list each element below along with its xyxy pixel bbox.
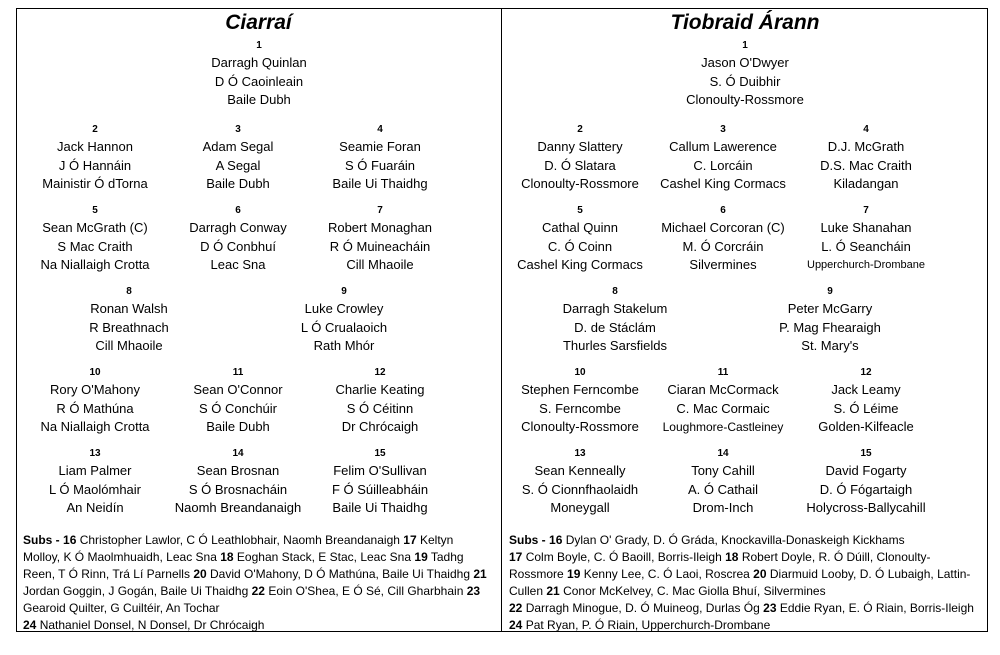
player-card — [648, 122, 798, 194]
team-column-right — [502, 8, 988, 632]
player-irish-name: S Ó Conchúir — [198, 400, 278, 416]
player-number: 14 — [232, 448, 244, 459]
substitutes-list: Subs - 16 Dylan O' Grady, D. Ó Gráda, Knockavilla-Donaskeigh Kickhams 17 Colm Boyle, C. Ó Baoill, Borris-Ileigh 18 Robert Doyle, R. Ó Dúill, Clonoulty-Rossmore 19 Kenny Lee, C. Ó Laoi, Roscrea 20 Diarmuid Looby, D. Ó Lubaigh, Lattin-Cullen 21 Conor McKelvey, C. Mac Giolla Bhuí, Silvermines 22 Darragh Minogue, D. Ó Muineog, Durlas Óg 23 Eddie Ryan, E. Ó Riain, Borris-Ileigh 24 Pat Ryan, P. Ó Riain, Upperchurch-Drombane — [509, 533, 974, 632]
sub-number: 18 — [725, 550, 739, 564]
player-card — [20, 446, 170, 518]
player-irish-name: L Ó Maolómhair — [49, 481, 141, 497]
player-card — [305, 203, 455, 275]
sub-entry: Eoghan Stack, E Stac, Leac Sna — [236, 550, 412, 564]
player-name: Ciaran McCormack — [667, 382, 779, 397]
sub-number: 19 — [567, 567, 581, 581]
player-irish-name: S. Ferncombe — [539, 400, 621, 416]
player-name: Darragh Stakelum — [562, 301, 668, 316]
sub-number: 18 — [220, 550, 234, 564]
player-card — [163, 122, 313, 194]
sub-number: 22 — [251, 584, 265, 598]
player-club: Golden-Kilfeacle — [818, 419, 914, 434]
sub-entry: Tadhg Reen, T Ó Rinn, Trá Lí Parnells — [23, 550, 464, 581]
sub-entry: Eddie Ryan, E. Ó Riain, Borris-Ileigh — [779, 601, 974, 615]
player-irish-name: M. Ó Corcráin — [682, 238, 764, 254]
player-number: 1 — [742, 40, 748, 51]
sub-number: 19 — [414, 550, 428, 564]
player-number: 12 — [374, 367, 386, 378]
player-club: Cill Mhaoile — [346, 257, 414, 272]
player-card — [505, 203, 655, 275]
player-number: 9 — [827, 286, 833, 297]
team-column-left — [16, 8, 501, 632]
player-number: 11 — [232, 367, 244, 378]
player-club: Cashel King Cormacs — [517, 257, 643, 272]
player-number: 4 — [863, 124, 869, 135]
player-number: 11 — [717, 367, 729, 378]
player-club: Cashel King Cormacs — [660, 176, 786, 191]
sub-number: 17 — [509, 550, 523, 564]
sub-entry: Pat Ryan, P. Ó Riain, Upperchurch-Drombane — [525, 618, 771, 632]
team-title: Ciarraí — [225, 11, 292, 34]
player-number: 3 — [235, 124, 241, 135]
sub-entry: Conor McKelvey, C. Mac Giolla Bhuí, Silvermines — [563, 584, 826, 598]
player-irish-name: S Ó Brosnacháin — [188, 481, 288, 497]
player-number: 10 — [574, 367, 586, 378]
player-irish-name: A. Ó Cathail — [687, 481, 759, 497]
player-card — [791, 446, 941, 518]
sub-entry: Kenny Lee, C. Ó Laoi, Roscrea — [583, 567, 750, 581]
sub-number: 20 — [753, 567, 767, 581]
player-club: Mainistir Ó dTorna — [42, 176, 148, 191]
player-club: Loughmore-Castleiney — [662, 420, 784, 434]
player-irish-name: S Ó Fuaráin — [344, 157, 416, 173]
player-number: 14 — [717, 448, 729, 459]
player-card — [648, 365, 798, 437]
player-irish-name: D. Ó Fógartaigh — [819, 481, 913, 497]
sub-number: 24 — [23, 618, 37, 632]
player-name: Michael Corcoran (C) — [661, 220, 785, 235]
player-name: D.J. McGrath — [827, 139, 905, 154]
sub-entry: Dylan O' Grady, D. Ó Gráda, Knockavilla-Donaskeigh Kickhams — [565, 533, 905, 547]
player-irish-name: A Segal — [215, 157, 261, 173]
player-club: Baile Ui Thaidhg — [332, 500, 428, 515]
player-club: Baile Ui Thaidhg — [332, 176, 428, 191]
sub-entry: David O'Mahony, D Ó Mathúna, Baile Ui Thaidhg — [210, 567, 470, 581]
player-number: 8 — [612, 286, 618, 297]
player-number: 7 — [377, 205, 383, 216]
player-name: Cathal Quinn — [542, 220, 618, 235]
player-irish-name: S Mac Craith — [57, 238, 133, 254]
player-card — [305, 365, 455, 437]
player-club: Na Niallaigh Crotta — [40, 419, 150, 434]
player-name: Felim O'Sullivan — [333, 463, 427, 478]
player-name: Charlie Keating — [335, 382, 425, 397]
player-number: 15 — [374, 448, 386, 459]
player-name: Peter McGarry — [787, 301, 873, 316]
player-card — [305, 122, 455, 194]
player-number: 8 — [126, 286, 132, 297]
player-name: Luke Crowley — [304, 301, 384, 316]
player-irish-name: R Ó Mathúna — [56, 400, 134, 416]
sub-entry: Nathaniel Donsel, N Donsel, Dr Chrócaigh — [39, 618, 265, 632]
sub-number: 16 — [63, 533, 77, 547]
player-card — [163, 365, 313, 437]
player-irish-name: P. Mag Fhearaigh — [779, 319, 881, 335]
player-irish-name: D.S. Mac Craith — [820, 157, 912, 173]
sub-number: 21 — [473, 567, 487, 581]
player-club: Clonoulty-Rossmore — [686, 92, 804, 107]
player-card — [274, 284, 414, 356]
player-number: 13 — [89, 448, 101, 459]
player-number: 7 — [863, 205, 869, 216]
player-card — [791, 122, 941, 194]
player-irish-name: S. Ó Cionnfhaolaidh — [521, 481, 639, 497]
player-name: Seamie Foran — [339, 139, 421, 154]
player-name: David Fogarty — [825, 463, 907, 478]
player-club: St. Mary's — [801, 338, 859, 353]
player-card — [648, 203, 798, 275]
player-irish-name: R Breathnach — [89, 319, 169, 335]
sub-entry: Colm Boyle, C. Ó Baoill, Borris-Ileigh — [525, 550, 722, 564]
player-club: Clonoulty-Rossmore — [521, 176, 639, 191]
player-club: Na Niallaigh Crotta — [40, 257, 150, 272]
player-card — [20, 203, 170, 275]
sub-entry: Gearoid Quilter, G Cuiltéir, An Tochar — [23, 601, 220, 615]
player-number: 1 — [256, 40, 262, 51]
sub-number: 16 — [549, 533, 563, 547]
player-card — [163, 203, 313, 275]
player-irish-name: C. Ó Coinn — [547, 238, 613, 254]
substitutes-list: Subs - 16 Christopher Lawlor, C Ó Leathlobhair, Naomh Breandanaigh 17 Keltyn Molloy, K Ó Maolmhuaidh, Leac Sna 18 Eoghan Stack, E Stac, Leac Sna 19 Tadhg Reen, T Ó Rinn, Trá Lí Parnells 20 David O'Mahony, D Ó Mathúna, Baile Ui Thaidhg 21 Jordan Goggin, J Gogán, Baile Ui Thaidhg 22 Eoin O'Shea, E Ó Sé, Cill Gharbhain 23 Gearoid Quilter, G Cuiltéir, An Tochar 24 Nathaniel Donsel, N Donsel, Dr Chrócaigh — [23, 533, 487, 632]
player-name: Stephen Ferncombe — [521, 382, 639, 397]
sub-number: 17 — [403, 533, 417, 547]
sub-number: 20 — [193, 567, 207, 581]
player-name: Sean O'Connor — [193, 382, 283, 397]
sub-entry: Eoin O'Shea, E Ó Sé, Cill Gharbhain — [268, 584, 464, 598]
player-irish-name: D Ó Conbhuí — [200, 238, 276, 254]
player-irish-name: D. de Stáclám — [574, 319, 656, 335]
sub-entry: Diarmuid Looby, D. Ó Lubaigh, Lattin-Cullen — [509, 567, 971, 598]
player-number: 13 — [574, 448, 586, 459]
sub-entry: Keltyn Molloy, K Ó Maolmhuaidh, Leac Sna — [23, 533, 454, 564]
player-card — [505, 365, 655, 437]
player-irish-name: S. Ó Léime — [833, 400, 899, 416]
player-card — [305, 446, 455, 518]
player-number: 3 — [720, 124, 726, 135]
player-name: Sean McGrath (C) — [42, 220, 148, 235]
player-name: Tony Cahill — [691, 463, 755, 478]
player-club: Rath Mhór — [313, 338, 375, 353]
player-card — [791, 365, 941, 437]
player-card — [791, 203, 941, 275]
player-irish-name: S Ó Céitinn — [346, 400, 414, 416]
player-name: Sean Kenneally — [534, 463, 626, 478]
player-number: 4 — [377, 124, 383, 135]
player-card — [59, 284, 199, 356]
player-irish-name: C. Mac Cormaic — [676, 400, 770, 416]
player-card — [505, 446, 655, 518]
player-card — [163, 446, 313, 518]
player-irish-name: L Ó Crualaoich — [300, 319, 388, 335]
player-name: Jack Leamy — [831, 382, 901, 397]
player-club: Naomh Breandanaigh — [174, 500, 302, 515]
player-club: Kiladangan — [833, 176, 899, 191]
player-irish-name: L. Ó Seancháin — [821, 238, 911, 254]
player-number: 9 — [341, 286, 347, 297]
player-name: Jack Hannon — [57, 139, 133, 154]
player-name: Sean Brosnan — [196, 463, 280, 478]
player-club: Baile Dubh — [206, 176, 270, 191]
sub-number: 22 — [509, 601, 523, 615]
player-club: Holycross-Ballycahill — [806, 500, 926, 515]
player-card — [20, 122, 170, 194]
sub-number: 24 — [509, 618, 523, 632]
player-club: Dr Chrócaigh — [341, 419, 419, 434]
player-number: 5 — [577, 205, 583, 216]
player-irish-name: F Ó Súilleabháin — [331, 481, 429, 497]
sub-entry: Jordan Goggin, J Gogán, Baile Ui Thaidhg — [23, 584, 249, 598]
sub-number: 21 — [546, 584, 560, 598]
player-card — [505, 122, 655, 194]
player-club: Clonoulty-Rossmore — [521, 419, 639, 434]
sub-entry: Christopher Lawlor, C Ó Leathlobhair, Naomh Breandanaigh — [79, 533, 400, 547]
player-irish-name: J Ó Hannáin — [58, 157, 132, 173]
player-name: Jason O'Dwyer — [701, 55, 789, 70]
player-name: Luke Shanahan — [820, 220, 912, 235]
sub-number: 23 — [466, 584, 481, 598]
player-name: Darragh Quinlan — [211, 55, 307, 70]
player-club: Baile Dubh — [206, 419, 270, 434]
team-title: Tiobraid Árann — [670, 11, 820, 34]
player-number: 10 — [89, 367, 101, 378]
player-club: Silvermines — [689, 257, 757, 272]
player-number: 6 — [235, 205, 241, 216]
player-name: Rory O'Mahony — [50, 382, 140, 397]
player-card — [648, 446, 798, 518]
player-card — [20, 365, 170, 437]
player-name: Callum Lawerence — [669, 139, 777, 154]
player-number: 12 — [860, 367, 872, 378]
player-irish-name: D. Ó Slatara — [544, 157, 616, 173]
sub-entry: Darragh Minogue, D. Ó Muineog, Durlas Óg — [525, 601, 760, 615]
player-number: 5 — [92, 205, 98, 216]
player-name: Darragh Conway — [189, 220, 287, 235]
player-number: 15 — [860, 448, 872, 459]
player-card — [159, 38, 359, 110]
player-name: Liam Palmer — [58, 463, 132, 478]
player-irish-name: S. Ó Duibhir — [709, 73, 781, 89]
player-club: Leac Sna — [210, 257, 266, 272]
player-club: An Neidín — [66, 500, 124, 515]
sub-entry: Robert Doyle, R. Ó Dúill, Clonoulty-Rossmore — [509, 550, 931, 581]
sub-number: 23 — [763, 601, 777, 615]
player-irish-name: R Ó Muineacháin — [329, 238, 431, 254]
player-club: Drom-Inch — [692, 500, 754, 515]
player-name: Adam Segal — [202, 139, 274, 154]
player-irish-name: C. Lorcáin — [693, 157, 753, 173]
player-name: Ronan Walsh — [90, 301, 168, 316]
player-number: 6 — [720, 205, 726, 216]
player-irish-name: D Ó Caoinleain — [214, 73, 304, 89]
player-club: Baile Dubh — [227, 92, 291, 107]
player-card — [760, 284, 900, 356]
player-number: 2 — [577, 124, 583, 135]
player-name: Danny Slattery — [537, 139, 623, 154]
player-club: Thurles Sarsfields — [562, 338, 668, 353]
player-card — [645, 38, 845, 110]
player-number: 2 — [92, 124, 98, 135]
player-club: Moneygall — [550, 500, 610, 515]
player-name: Robert Monaghan — [327, 220, 433, 235]
player-club: Upperchurch-Drombane — [807, 259, 925, 271]
player-club: Cill Mhaoile — [95, 338, 163, 353]
player-card — [545, 284, 685, 356]
